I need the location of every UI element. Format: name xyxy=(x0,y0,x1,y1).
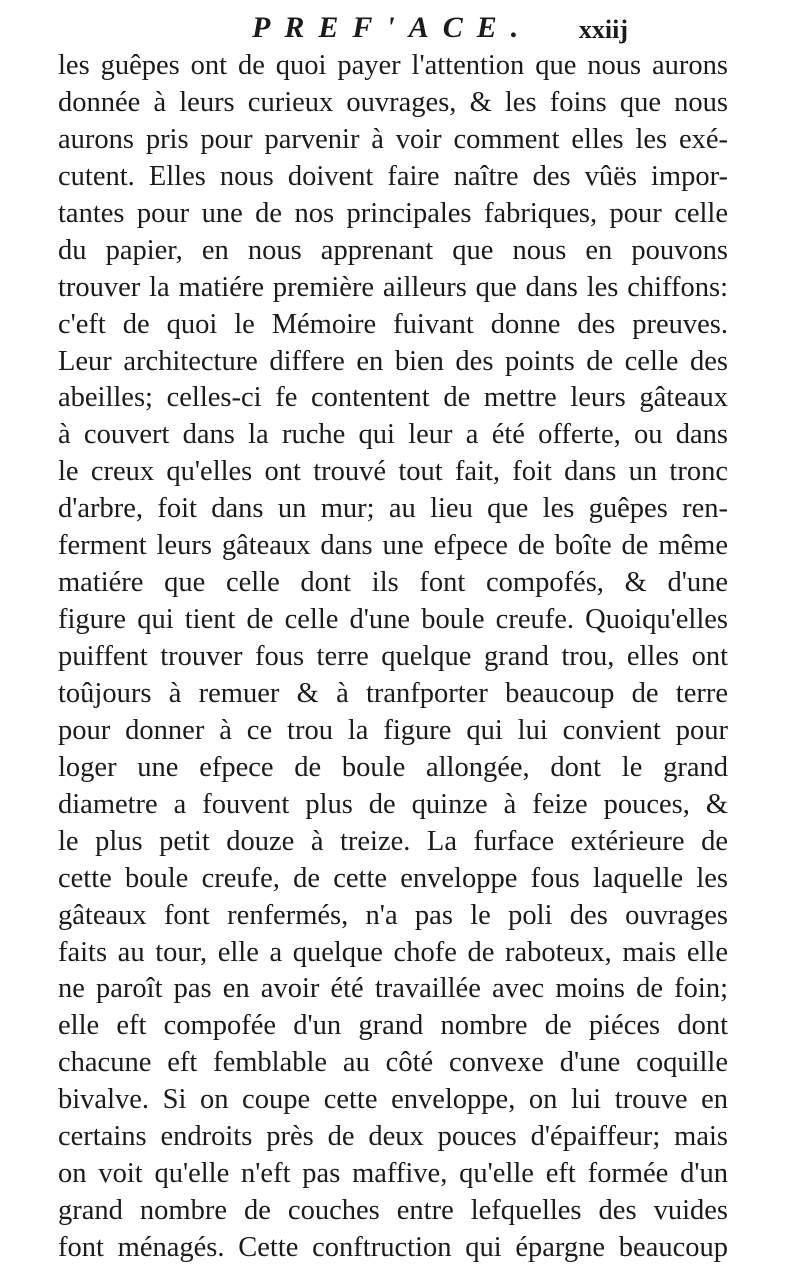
text-line: ne paroît pas en avoir été travaillée avec moins de foin; xyxy=(58,973,728,1005)
text-line: tantes pour une de nos principales fabriques, pour celle xyxy=(58,197,728,229)
text-line: chacune eft femblable au côté convexe d'une coquille xyxy=(58,1047,728,1079)
running-title: PREF'ACE. xyxy=(252,11,533,44)
page-number: xxiij xyxy=(578,15,628,44)
text-line: à couvert dans la ruche qui leur a été offerte, ou dans xyxy=(58,419,728,451)
text-line: toûjours à remuer & à tranfporter beaucoup de terre xyxy=(58,677,728,709)
text-line: aurons pris pour parvenir à voir comment elles les exé- xyxy=(58,123,728,155)
text-line: matiére que celle dont ils font compofés, & d'une xyxy=(58,567,728,599)
text-line: d'arbre, foit dans un mur; au lieu que les guêpes ren- xyxy=(58,493,728,525)
text-line: bivalve. Si on coupe cette enveloppe, on lui trouve en xyxy=(58,1084,728,1116)
text-line: certains endroits près de deux pouces d'épaiffeur; mais xyxy=(58,1121,728,1153)
text-line: pour donner à ce trou la figure qui lui convient pour xyxy=(58,714,728,746)
text-line: ferment leurs gâteaux dans une efpece de boîte de même xyxy=(58,530,728,562)
text-line: font ménagés. Cette conftruction qui épargne beaucoup xyxy=(58,1232,728,1263)
text-line: puiffent trouver fous terre quelque grand trou, elles ont xyxy=(58,641,728,672)
text-line: trouver la matiére première ailleurs que dans les chiffons: xyxy=(58,271,728,303)
text-line: le plus petit douze à treize. La furface extérieure de xyxy=(58,825,728,857)
text-line: donnée à leurs curieux ouvrages, & les foins que nous xyxy=(58,86,728,118)
text-line: grand nombre de couches entre lefquelles des vuides xyxy=(58,1195,728,1227)
text-line: on voit qu'elle n'eft pas maffive, qu'elle eft formée d'un xyxy=(58,1158,728,1190)
text-line: c'eft de quoi le Mémoire fuivant donne des preuves. xyxy=(58,308,728,340)
text-line: cutent. Elles nous doivent faire naître des vûës impor- xyxy=(58,160,728,192)
text-line: cette boule creufe, de cette enveloppe fous laquelle les xyxy=(58,862,728,894)
text-line: le creux qu'elles ont trouvé tout fait, foit dans un tronc xyxy=(58,456,728,488)
text-line: loger une efpece de boule allongée, dont le grand xyxy=(58,751,728,783)
text-line: Leur architecture differe en bien des points de celle des xyxy=(58,345,728,377)
text-line: diametre a fouvent plus de quinze à feize pouces, & xyxy=(58,788,728,820)
page-header xyxy=(252,8,628,48)
text-line: gâteaux font renfermés, n'a pas le poli des ouvrages xyxy=(58,899,728,931)
text-line: elle eft compofée d'un grand nombre de piéces dont xyxy=(58,1010,728,1042)
text-line: les guêpes ont de quoi payer l'attention que nous aurons xyxy=(58,50,728,81)
text-line: figure qui tient de celle d'une boule creufe. Quoiqu'elles xyxy=(58,604,728,636)
text-line: faits au tour, elle a quelque chofe de raboteux, mais elle xyxy=(58,936,728,968)
text-line: abeilles; celles-ci fe contentent de mettre leurs gâteaux xyxy=(58,382,728,414)
text-line: du papier, en nous apprenant que nous en pouvons xyxy=(58,234,728,266)
body-text xyxy=(58,48,728,1267)
